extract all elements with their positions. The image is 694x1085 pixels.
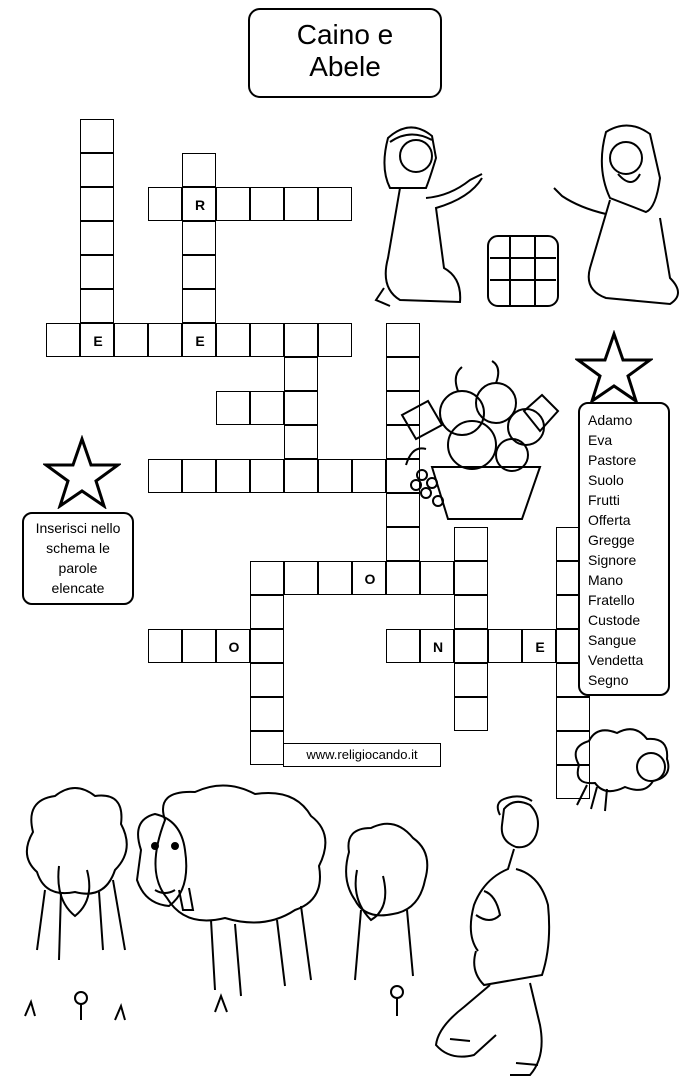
crossword-cell[interactable]: [250, 629, 284, 663]
word-list-item: Fratello: [588, 592, 635, 608]
crossword-cell[interactable]: [454, 697, 488, 731]
word-list-item: Gregge: [588, 532, 635, 548]
crossword-cell[interactable]: [250, 323, 284, 357]
word-list-item: Offerta: [588, 512, 631, 528]
fruit-basket-icon: [392, 355, 562, 525]
instructions-line: schema le: [46, 540, 110, 556]
crossword-cell[interactable]: [80, 289, 114, 323]
word-list-item: Suolo: [588, 472, 624, 488]
kneeling-man-icon: [430, 795, 570, 1080]
crossword-cell[interactable]: [250, 561, 284, 595]
crossword-given-letter: E: [535, 639, 545, 655]
word-list-item: Eva: [588, 432, 613, 448]
instructions-box: [22, 512, 134, 605]
crossword-cell[interactable]: [284, 187, 318, 221]
crossword-cell[interactable]: [182, 629, 216, 663]
crossword-cell[interactable]: [420, 561, 454, 595]
instructions-line: elencate: [51, 580, 105, 596]
crossword-cell[interactable]: [284, 391, 318, 425]
word-list-item: Segno: [588, 672, 629, 688]
website-link[interactable]: www.religiocando.it: [283, 743, 441, 767]
crossword-given-letter: R: [194, 197, 206, 213]
instructions-line: parole: [58, 560, 98, 576]
crossword-cell[interactable]: [318, 323, 352, 357]
word-list-item: Custode: [588, 612, 641, 628]
crossword-cell[interactable]: [148, 629, 182, 663]
crossword-cell[interactable]: [80, 221, 114, 255]
crossword-cell[interactable]: [250, 391, 284, 425]
crossword-cell[interactable]: [454, 663, 488, 697]
crossword-cell[interactable]: [284, 323, 318, 357]
crossword-cell[interactable]: [284, 459, 318, 493]
title-line-1: Caino e: [296, 19, 394, 50]
crossword-given-letter: N: [432, 639, 444, 655]
crossword-cell[interactable]: [250, 697, 284, 731]
crossword-cell[interactable]: [148, 459, 182, 493]
crossword-cell[interactable]: [114, 323, 148, 357]
word-list-item: Vendetta: [588, 652, 644, 668]
crossword-cell[interactable]: [454, 527, 488, 561]
crossword-cell[interactable]: [488, 629, 522, 663]
crossword-cell[interactable]: [80, 187, 114, 221]
crossword-cell[interactable]: [148, 187, 182, 221]
crossword-cell[interactable]: [182, 221, 216, 255]
crossword-cell[interactable]: [454, 629, 488, 663]
word-list-item: Frutti: [588, 492, 620, 508]
grazing-sheep-icon: [15, 780, 440, 1030]
crossword-cell[interactable]: [318, 459, 352, 493]
crossword-cell[interactable]: [182, 289, 216, 323]
instructions-line: Inserisci nello: [35, 520, 121, 536]
kneeling-men-offering-icon: [370, 118, 690, 318]
word-list-item: Adamo: [588, 412, 633, 428]
crossword-cell[interactable]: [182, 459, 216, 493]
star-icon: [575, 330, 653, 404]
crossword-cell[interactable]: [352, 459, 386, 493]
crossword-cell[interactable]: [216, 323, 250, 357]
crossword-cell[interactable]: [284, 357, 318, 391]
crossword-cell[interactable]: [182, 255, 216, 289]
crossword-cell[interactable]: [216, 391, 250, 425]
crossword-cell[interactable]: [250, 459, 284, 493]
crossword-cell[interactable]: [148, 323, 182, 357]
divine-cloud-icon: [565, 725, 675, 815]
crossword-cell[interactable]: [80, 255, 114, 289]
crossword-cell[interactable]: [80, 119, 114, 153]
crossword-cell[interactable]: [182, 153, 216, 187]
crossword-cell[interactable]: [284, 425, 318, 459]
crossword-given-letter: O: [228, 639, 240, 655]
crossword-given-letter: O: [364, 571, 376, 587]
crossword-cell[interactable]: [216, 187, 250, 221]
crossword-cell[interactable]: [46, 323, 80, 357]
word-list-item: Mano: [588, 572, 624, 588]
crossword-cell[interactable]: [250, 663, 284, 697]
crossword-cell[interactable]: [454, 595, 488, 629]
crossword-cell[interactable]: [386, 527, 420, 561]
crossword-given-letter: E: [93, 333, 103, 349]
crossword-cell[interactable]: [318, 187, 352, 221]
title-line-2: Abele: [309, 51, 381, 82]
word-list-item: Pastore: [588, 452, 637, 468]
crossword-cell[interactable]: [386, 561, 420, 595]
crossword-cell[interactable]: [386, 629, 420, 663]
crossword-cell[interactable]: [216, 459, 250, 493]
crossword-cell[interactable]: [80, 153, 114, 187]
word-list-item: Sangue: [588, 632, 637, 648]
crossword-cell[interactable]: [386, 323, 420, 357]
word-list-box: [578, 402, 670, 696]
crossword-cell[interactable]: [250, 187, 284, 221]
word-list-item: Signore: [588, 552, 637, 568]
crossword-cell[interactable]: [284, 561, 318, 595]
star-icon: [43, 435, 121, 509]
crossword-cell[interactable]: [250, 731, 284, 765]
crossword-cell[interactable]: [318, 561, 352, 595]
crossword-given-letter: E: [195, 333, 205, 349]
crossword-cell[interactable]: [454, 561, 488, 595]
crossword-cell[interactable]: [250, 595, 284, 629]
